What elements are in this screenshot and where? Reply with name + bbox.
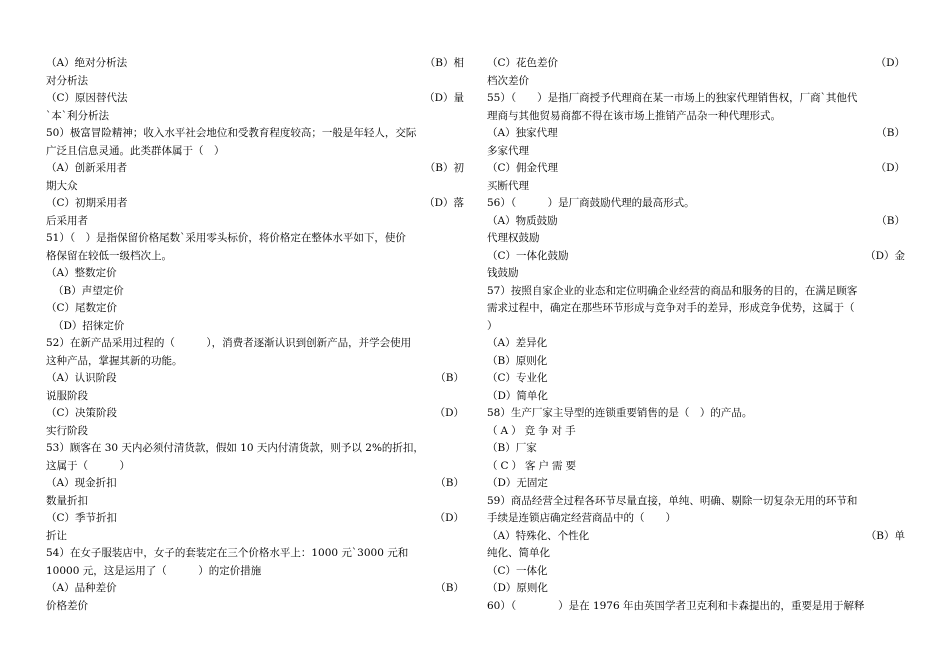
text-line [487,528,905,546]
text-line [487,160,905,178]
text-line [487,440,905,458]
line-option-right: （B） [435,372,464,384]
text-line [487,178,905,196]
line-text: 10000 元，这是运用了（ ）的定价措施 [46,564,262,577]
line-option-right: （B）初 [424,162,464,174]
line-text: 55）（ ）是指厂商授予代理商在某一市场上的独家代理销售权，厂商`其他代 [487,92,858,104]
line-text: 手续是连锁店确定经营商品中的（ ） [487,512,676,524]
text-line [46,510,464,528]
line-option-right: （B） [435,477,464,489]
line-option-right: （B） [876,127,905,139]
line-text: 广泛且信息灵通。此类群体属于（ ） [46,144,225,157]
text-line [46,318,464,336]
left-column [46,55,464,615]
line-text: （A）品种差价 [46,582,117,594]
line-text: （A）竞争对手 [487,424,579,437]
line-text: （A）特殊化、个性化 [487,529,590,542]
text-line [46,388,464,406]
text-line [487,143,905,161]
line-option-right: （B） [876,214,905,227]
line-text: 代理权鼓励 [487,232,540,244]
line-text: 折让 [46,529,67,542]
line-text: （C）尾数定价 [46,302,118,314]
text-line [487,335,905,353]
text-line [487,388,905,406]
text-line [46,493,464,511]
text-line [487,458,905,476]
text-line [487,370,905,388]
line-text: 59）商品经营全过程各环节尽量直接，单纯、明确、剔除一切复杂无用的环节和 [487,494,858,507]
text-line [46,125,464,143]
text-line [46,283,464,301]
line-text: 数量折扣 [46,494,88,507]
text-line [46,230,464,248]
text-line [487,283,905,301]
line-text: （B）厂家 [487,442,537,454]
text-line [487,108,905,126]
line-text: 多家代理 [487,144,529,157]
line-text: （B）原则化 [487,354,548,367]
text-line [487,405,905,423]
text-line [487,510,905,528]
line-text: （C）客户需要 [487,459,580,472]
line-text: （A）物质鼓励 [487,214,558,227]
line-text: 后采用者 [46,214,88,227]
text-line [487,598,905,616]
line-text: （D）无固定 [487,477,548,489]
line-text: 这属于（ ） [46,459,130,472]
line-text: 钱鼓励 [487,267,519,279]
line-text: ） [487,319,498,332]
line-text: （D）原则化 [487,582,548,594]
line-option-right: （D） [434,512,464,524]
line-text: （A）认识阶段 [46,372,117,384]
line-text: （C）一体化 [487,564,548,577]
text-line [487,300,905,318]
text-line [46,73,464,91]
text-line [46,545,464,563]
line-text: 需求过程中，确定在那些环节形成与竞争对手的差异，形成竞争优势，这属于（ [487,302,855,314]
text-line [46,335,464,353]
text-line [487,493,905,511]
line-text: 期大众 [46,179,78,192]
text-line [46,300,464,318]
line-text: 51）（ ）是指保留价格尾数`采用零头标价，将价格定在整体水平如下，使价 [46,232,406,244]
text-line [487,318,905,336]
text-line [46,108,464,126]
line-option-right: （B）单 [865,529,905,542]
line-option-right: （B） [435,582,464,594]
text-line [487,563,905,581]
text-line [46,248,464,266]
line-text: （C）季节折扣 [46,512,118,524]
line-text: 档次差价 [487,74,529,87]
line-text: （B）声望定价 [53,284,124,297]
line-text: （A）独家代理 [487,127,558,139]
text-line [46,178,464,196]
line-text: 价格差价 [46,599,88,612]
text-line [487,248,905,266]
line-option-right: （D） [434,407,464,419]
text-line [46,528,464,546]
line-text: 这种产品，掌握其新的功能。 [46,354,183,367]
line-text: 格保留在较低一级档次上。 [46,249,172,262]
text-line [46,405,464,423]
line-text: （C）佣金代理 [487,162,559,174]
line-text: （A）绝对分析法 [46,57,128,69]
text-line [46,353,464,371]
text-line [46,423,464,441]
line-text: （D）简单化 [487,389,548,402]
text-line [46,265,464,283]
text-line [487,423,905,441]
text-line [46,160,464,178]
text-line [46,195,464,213]
line-option-right: （D）量 [424,92,464,104]
line-text: 实行阶段 [46,424,88,437]
line-text: （C）决策阶段 [46,407,118,419]
line-text: `本`利分析法 [46,109,109,122]
line-text: （C）一体化鼓励 [487,249,569,262]
line-option-right: （D）落 [424,197,464,209]
text-line [487,475,905,493]
text-line [46,440,464,458]
text-line [46,563,464,581]
line-option-right: （D）金 [865,249,905,262]
line-text: 纯化、简单化 [487,547,550,559]
text-line [487,90,905,108]
text-line [46,143,464,161]
line-text: 57）按照自家企业的业态和定位明确企业经营的商品和服务的目的，在满足顾客 [487,284,858,297]
text-line [46,475,464,493]
line-text: （C）专业化 [487,372,548,384]
line-text: （A）差异化 [487,337,548,349]
line-text: （A）现金折扣 [46,477,117,489]
line-text: （A）创新采用者 [46,162,128,174]
line-text: 说服阶段 [46,389,88,402]
text-line [46,90,464,108]
line-text: （C）原因替代法 [46,92,128,104]
text-line [46,458,464,476]
text-line [487,55,905,73]
line-text: 50）极富冒险精神；收入水平社会地位和受教育程度较高；一般是年轻人，交际 [46,127,417,139]
line-text: （C）初期采用者 [46,197,128,209]
line-text: 理商与其他贸易商都不得在该市场上推销产品杂一种代理形式。 [487,109,781,122]
text-line [487,125,905,143]
line-option-right: （D） [875,162,905,174]
text-line [46,55,464,73]
line-option-right: （B）相 [424,57,464,69]
line-text: 54）在女子服装店中，女子的套装定在三个价格水平上：1000 元`3000 元和 [46,547,409,559]
line-text: （C）花色差价 [487,57,559,69]
line-text: 52）在新产品采用过程的（ ），消费者逐渐认识到创新产品，并学会使用 [46,337,412,349]
line-text: （A）整数定价 [46,267,117,279]
text-line [46,213,464,231]
text-line [46,580,464,598]
text-line [487,73,905,91]
text-line [487,265,905,283]
right-column [487,55,905,615]
text-line [487,213,905,231]
line-text: 买断代理 [487,179,529,192]
text-line [46,598,464,616]
text-line [487,545,905,563]
line-text: 53）顾客在 30 天内必须付清货款，假如 10 天内付清货款，则予以 2%的折扣， [46,442,424,454]
line-text: （D）招徕定价 [53,319,125,332]
line-text: 60）（ ）是在 1976 年由英国学者卫克利和卡森提出的，重要是用于解释 [487,599,865,612]
text-line [487,195,905,213]
text-line [487,230,905,248]
text-line [487,353,905,371]
text-line [46,370,464,388]
line-text: 对分析法 [46,74,88,87]
line-option-right: （D） [875,57,905,69]
line-text: 58）生产厂家主导型的连锁重要销售的是（ ）的产品。 [487,407,753,419]
text-line [487,580,905,598]
line-text: 56）（ ）是厂商鼓励代理的最高形式。 [487,197,695,209]
